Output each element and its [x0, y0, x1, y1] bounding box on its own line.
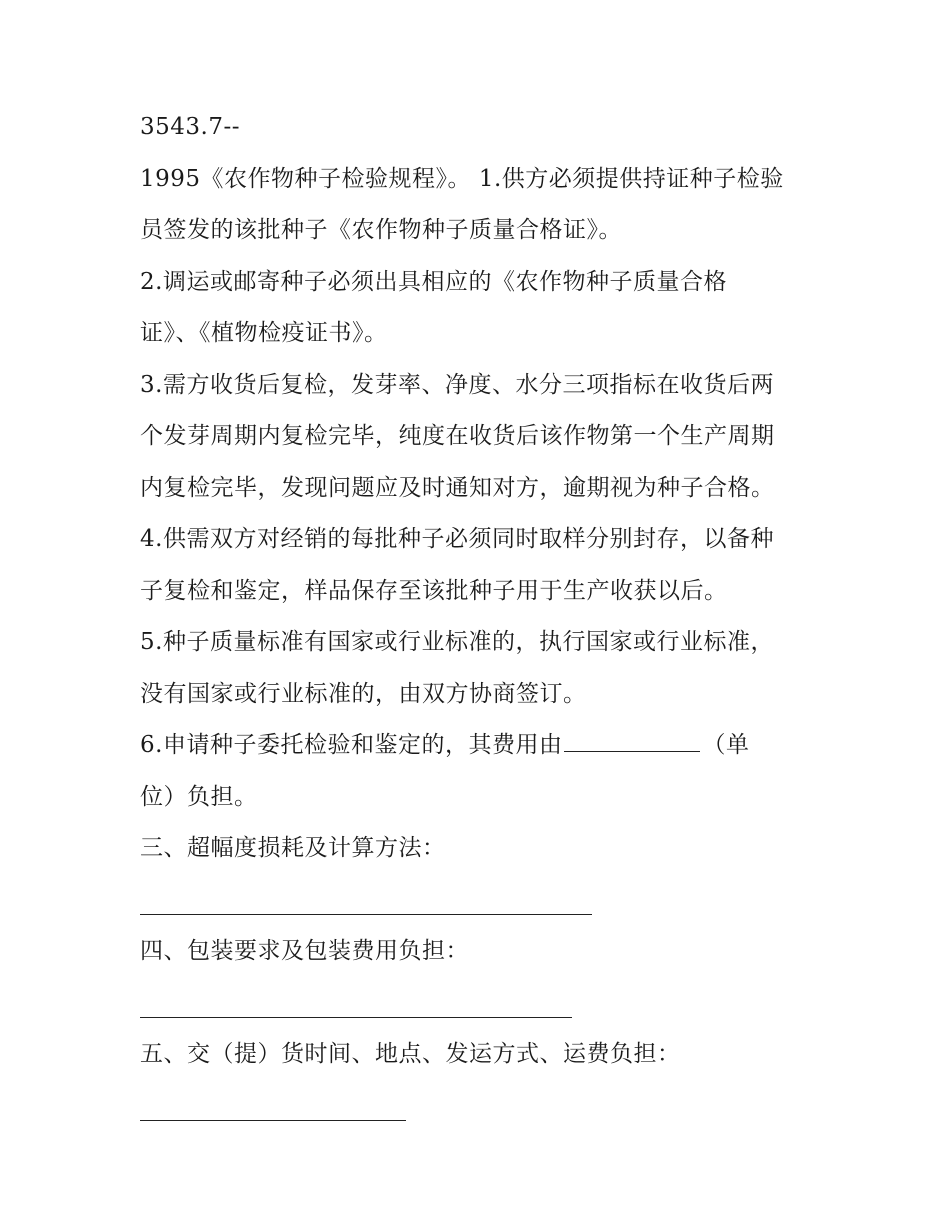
section-3-blank-row: [140, 880, 830, 932]
section-4-blank-row: [140, 983, 830, 1035]
item-6-prefix: 6.申请种子委托检验和鉴定的，其费用由: [140, 732, 563, 758]
text-line-4: 2.调运或邮寄种子必须出具相应的《农作物种子质量合格: [140, 268, 727, 295]
item-6-line: [140, 725, 830, 777]
fee-payer-blank-field[interactable]: [564, 725, 700, 752]
text-line-8: 内复检完毕，发现问题应及时通知对方，逾期视为种子合格。: [140, 474, 775, 501]
text-line-5: 证》、《植物检疫证书》。: [140, 320, 388, 346]
packaging-blank-field[interactable]: [140, 991, 572, 1018]
section-4-heading: 四、包装要求及包装费用负担：: [140, 938, 469, 964]
text-line-11: 5.种子质量标准有国家或行业标准的，执行国家或行业标准，: [140, 629, 774, 655]
text-line-1: 3543.7--: [140, 114, 241, 140]
loss-calculation-blank-field[interactable]: [140, 888, 592, 915]
document-page: [140, 107, 830, 1137]
section-3-heading: 三、超幅度损耗及计算方法：: [140, 835, 446, 861]
section-5-blank-row: [140, 1086, 830, 1138]
text-line-7: 个发芽周期内复检完毕，纯度在收货后该作物第一个生产周期: [140, 423, 775, 449]
text-line-3: 员签发的该批种子《农作物种子质量合格证》。: [140, 217, 622, 243]
text-line-9: 4.供需双方对经销的每批种子必须同时取样分别封存，以备种: [140, 526, 774, 552]
delivery-blank-field[interactable]: [140, 1094, 406, 1121]
text-line-2: 1995《农作物种子检验规程》。 1.供方必须提供持证种子检验: [140, 165, 784, 192]
text-line-10: 子复检和鉴定，样品保存至该批种子用于生产收获以后。: [140, 577, 728, 604]
item-6-suffix: （单: [702, 732, 750, 758]
text-line-6: 3.需方收货后复检，发芽率、净度、水分三项指标在收货后两: [140, 371, 774, 398]
section-5-heading: 五、交（提）货时间、地点、发运方式、运费负担：: [140, 1041, 681, 1067]
item-6-continuation: 位）负担。: [140, 783, 258, 810]
text-line-12: 没有国家或行业标准的，由双方协商签订。: [140, 680, 587, 707]
